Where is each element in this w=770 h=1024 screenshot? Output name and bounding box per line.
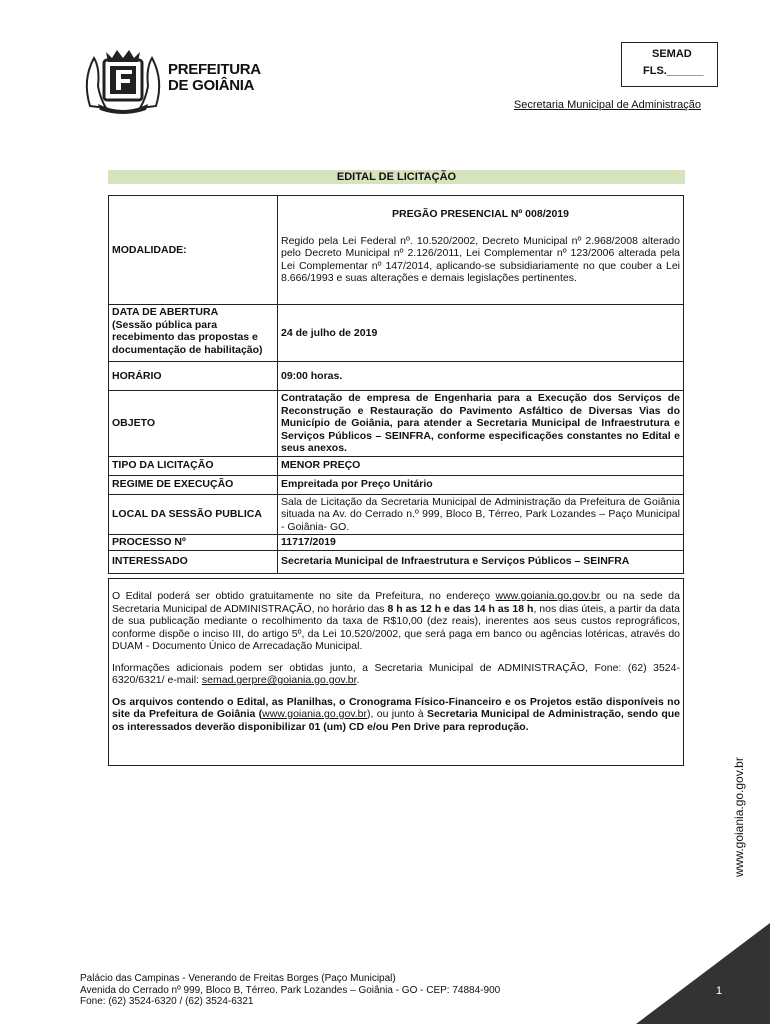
interessado-value: Secretaria Municipal de Infraestrutura e Serviços Públicos – SEINFRA [278,550,684,573]
files-paragraph [112,696,680,734]
p1-text-a: O Edital poderá ser obtido gratuitamente no site da Prefeitura, no endereço [112,590,496,602]
interessado-label: INTERESSADO [109,550,278,573]
table-row [109,362,684,391]
p2-text-b: . [356,674,360,686]
office-hours: 8 h as 12 h e das 14 h as 18 h [387,602,534,615]
page-footer [80,973,500,1008]
secretaria-heading: Secretaria Municipal de Administração [513,99,701,111]
p3-text-b: ), ou junto à [367,708,427,720]
table-row [109,535,684,551]
document-title: EDITAL DE LICITAÇÃO [108,170,685,184]
table-row [109,196,684,305]
abertura-label: DATA DE ABERTURA [112,306,219,318]
horario-label: HORÁRIO [109,362,278,391]
table-row [109,550,684,573]
table-row [109,391,684,457]
table-row [109,494,684,535]
footer-line-2: Avenida do Cerrado nº 999, Bloco B, Térreo. Park Lozandes – Goiânia - GO - CEP: 74884-900 [80,984,501,996]
local-label: LOCAL DA SESSÃO PUBLICA [109,494,278,535]
stamp-folio-label: FLS.______ [643,65,704,77]
objeto-value: Contratação de empresa de Engenharia para a Execução dos Serviços de Reconstrução e Restauração do Pavimento Asfáltico de Diversas Vias do Município de Goiânia, para atender a Secretaria Municipal de Infraestrutura e Serviços Públicos – SEINFRA, conforme especificações constantes no Edital e seus anexos. [278,391,684,457]
logo-line-1: PREFEITURA [168,61,261,78]
files-site-link[interactable]: www.goiania.go.gov.br [262,708,368,720]
table-row [109,456,684,475]
page-number: 1 [716,985,723,997]
table-row [109,475,684,494]
p3-text-c: Secretaria Municipal de Administração, sendo que os interessados deverão disponibilizar 01 (um) CD e/ou Pen Drive para reprodução. [112,708,680,733]
modalidade-label: MODALIDADE: [109,196,278,305]
tipo-label: TIPO DA LICITAÇÃO [109,456,278,475]
footer-line-1: Palácio das Campinas - Venerando de Freitas Borges (Paço Municipal) [80,973,396,984]
prefeitura-site-link[interactable]: www.goiania.go.gov.br [495,590,601,602]
side-website-watermark [706,752,746,882]
p1-text-c: , nos dias úteis, a partir da data de sua publicação mediante o recolhimento da taxa de R$10,00 (dez reais), inerentes aos seus custos reprográficos, conforme dispõe o inciso III, do artigo 5º, da Lei 10.520/2002, que será paga em banco ou agências lotéricas, através do DUAM - Documento Único de Arrecadação Municipal. [112,602,680,652]
logo-line-2: DE GOIÂNIA [168,77,255,94]
tipo-value: MENOR PREÇO [278,456,684,475]
footer-line-3: Fone: (62) 3524-6320 / (62) 3524-6321 [80,996,254,1007]
processo-value: 11717/2019 [278,535,684,551]
pregao-heading: PREGÃO PRESENCIAL Nº 008/2019 [392,208,569,220]
abertura-sublabel: (Sessão pública para recebimento das propostas e documentação de habilitação) [112,318,263,356]
p3-text-a: Os arquivos contendo o Edital, as Planilhas, o Cronograma Físico-Financeiro e os Projetos estão disponíveis no site da Prefeitura de Goiânia ( [112,695,680,720]
regime-label: REGIME DE EXECUÇÃO [109,475,278,494]
contact-email-link[interactable]: semad.gerpre@goiania.go.gov.br [201,674,357,686]
regime-value: Empreitada por Preço Unitário [278,475,684,494]
contact-paragraph [112,662,680,687]
corner-triangle-decoration [636,923,770,1024]
side-url-text: www.goiania.go.gov.br [732,757,746,877]
p2-text-a: Informações adicionais podem ser obtidas junto, a Secretaria Municipal de ADMINISTRAÇÃO, Fone: (62) 3524-6320/6321/ e-mail: [112,661,680,686]
table-row [109,305,684,362]
local-value: Sala de Licitação da Secretaria Municipal de Administração da Prefeitura de Goiânia situada na Av. do Cerrado n.º 999, Bloco B, Térreo, Park Lozandes – Paço Municipal - Goiânia- GO. [278,494,684,535]
horario-value: 09:00 horas. [278,362,684,391]
edital-instructions-box [108,578,684,766]
abertura-value: 24 de julho de 2019 [278,305,684,362]
city-coat-of-arms-logo [80,46,166,114]
processo-label: PROCESSO Nº [109,535,278,551]
logo-wordmark [168,62,261,94]
objeto-label: OBJETO [109,391,278,457]
modalidade-cell [278,196,684,305]
stamp-semad-label: SEMAD [652,48,692,60]
obtain-edital-paragraph [112,590,680,653]
semad-stamp-box [621,42,718,87]
abertura-label-cell [109,305,278,362]
modalidade-text: Regido pela Lei Federal nº. 10.520/2002, Decreto Municipal nº 2.968/2008 alterado pelo Decreto Municipal nº 2.126/2011, Lei Complementar nº 123/2006 alterada pela Lei Complementar nº 147/2014, aplicando-se subsidiariamente no que couber a Lei 8.666/1993 e suas alterações e demais legislações pertinentes. [281,234,680,284]
edital-info-table [108,195,684,574]
p1-text-b: ou na sede da Secretaria Municipal de ADMINISTRAÇÃO, no horário das [112,590,680,615]
